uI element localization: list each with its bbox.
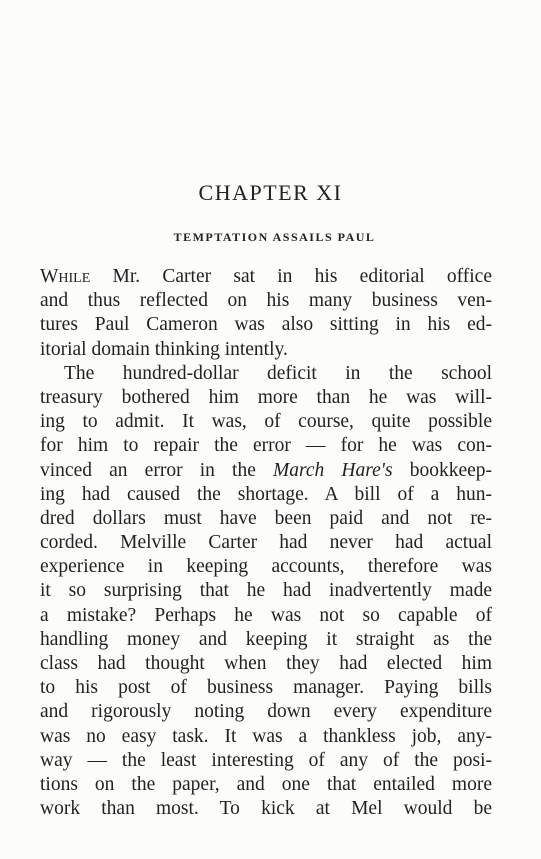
text-line [40,459,492,483]
text-line: class had thought when they had elected him [40,653,492,674]
text-line: dred dollars must have been paid and not re- [40,507,492,529]
text-line: tures Paul Cameron was also sitting in his ed- [40,314,492,336]
lead-word: While [40,266,91,287]
chapter-body [40,265,492,821]
text-line: for him to repair the error — for he was con- [40,435,492,457]
text-line: handling money and keeping it straight as the [40,628,492,650]
text-line: ing had caused the shortage. A bill of a hun- [40,483,492,505]
chapter-title: TEMPTATION ASSAILS PAUL [173,230,376,244]
text-line: corded. Melville Carter had never had actual [40,532,492,554]
text-line: a mistake? Perhaps he was not so capable of [40,604,492,626]
text-fragment: Mr. Carter sat in his editorial office [90,266,492,287]
chapter-number: CHAPTER XI [198,180,343,205]
italic-title: March Hare's [273,459,393,481]
text-line: ing to admit. It was, of course, quite possible [40,411,492,433]
text-line: way — the least interesting of any of the posi- [40,749,492,771]
text-line: it so surprising that he had inadvertently made [40,580,492,602]
text-line: experience in keeping accounts, therefore was [40,556,492,578]
text-line: The hundred-dollar deficit in the school [64,362,492,384]
text-line: to his post of business manager. Paying bills [40,677,492,699]
text-line: was no easy task. It was a thankless job, any- [40,725,492,747]
text-line: work than most. To kick at Mel would be [40,798,492,820]
text-line: itorial domain thinking intently. [40,338,288,360]
text-line: and rigorously noting down every expenditure [40,701,492,723]
text-line: and thus reflected on his many business ven- [40,290,492,312]
text-line: treasury bothered him more than he was will- [40,386,492,408]
text-line: tions on the paper, and one that entailed more [40,773,492,795]
text-line [40,265,492,289]
text-fragment: vinced an error in the [40,459,274,481]
text-fragment: bookkeep- [392,459,493,481]
